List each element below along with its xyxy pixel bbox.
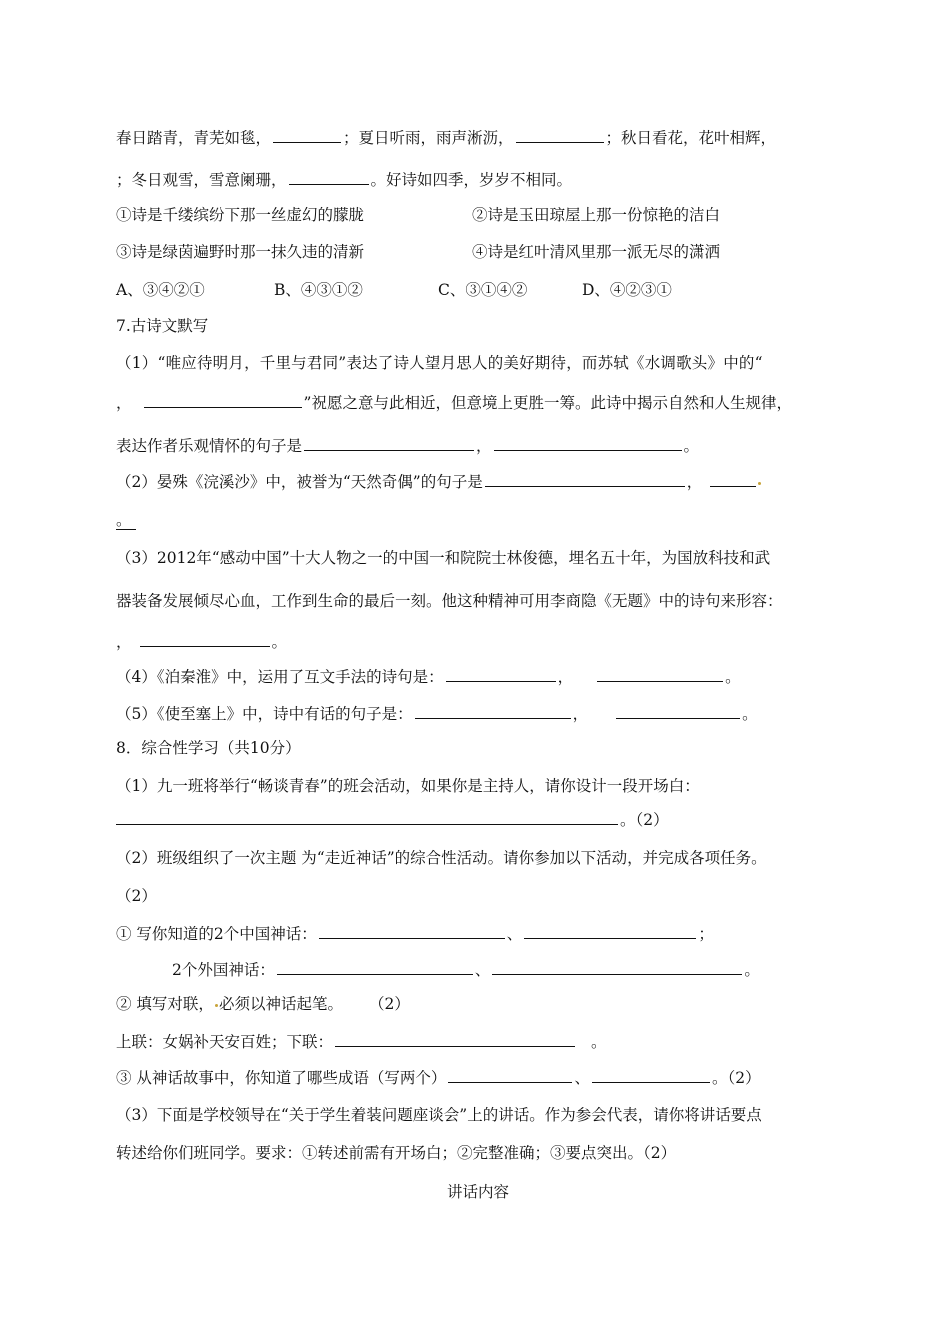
comma: ， (116, 633, 132, 651)
q8-part3-line1: （3）下面是学校领导在“关于学生着装问题座谈会”上的讲话。作为参会代表，请你将讲话要点 (116, 1106, 762, 1124)
answer-blank[interactable] (304, 436, 474, 451)
seasons-line-1 (116, 128, 840, 148)
answer-blank[interactable] (116, 810, 618, 825)
answer-blank[interactable] (415, 704, 571, 719)
comma: ， (686, 473, 703, 491)
q7-part1-text: 表达作者乐观情怀的句子是 (116, 437, 303, 455)
semicolon: ； (698, 925, 714, 943)
option-1: ①诗是千缕缤纷下那一丝虚幻的朦胧 (116, 206, 365, 224)
period: 。 (742, 705, 758, 723)
q7-part3-line2: 器装备发展倾尽心血，工作到生命的最后一刻。他这种精神可用李商隐《无题》中的诗句来形容： (116, 592, 783, 610)
q8-item2-text: 必须以神话起笔。 (218, 995, 343, 1013)
q8-item1-text: ① 写你知道的2个中国神话： (116, 925, 317, 943)
period: 。 (744, 961, 760, 979)
q8-item3-text: ③ 从神话故事中，你知道了哪些成语（写两个） (116, 1069, 447, 1087)
q7-part4 (116, 667, 840, 687)
q7-part1-line3 (116, 436, 840, 456)
q7-part2-text: （2）晏殊《浣溪沙》中，被誉为“天然奇偶”的句子是 (116, 473, 483, 491)
speech-heading: 讲话内容 (446, 1183, 509, 1201)
answer-blank[interactable] (446, 667, 556, 682)
answer-blank[interactable] (319, 924, 505, 939)
q8-item1-text: 2个外国神话： (172, 961, 275, 979)
choice-b[interactable]: B、④③①② (274, 281, 363, 299)
q7-part3-line1: （3）2012年“感动中国”十大人物之一的中国一和院院士林俊德，埋名五十年，为国放科技和武 (116, 549, 771, 567)
answer-blank[interactable] (140, 632, 270, 647)
q8-chinese-myths (116, 924, 840, 944)
q7-part5 (116, 704, 840, 724)
comma: ， (572, 705, 589, 723)
choice-a[interactable]: A、③④②① (116, 281, 205, 299)
q8-part2-text: （2）班级组织了一次主题 为“走近神话”的综合性活动。请你参加以下活动，并完成各项任务。 (116, 849, 767, 867)
comma: ， (116, 394, 132, 412)
answer-blank[interactable] (485, 472, 685, 487)
answer-blank[interactable] (524, 924, 696, 939)
q8-part1-answer (116, 810, 840, 830)
question-8-title: 8．综合性学习（共10分） (116, 739, 301, 757)
q8-idioms (116, 1068, 840, 1088)
separator: 、 (574, 1069, 590, 1087)
separator: 、 (474, 961, 491, 979)
period: 。 (271, 633, 288, 651)
q8-foreign-myths (116, 960, 840, 980)
comma: ， (476, 437, 492, 455)
answer-blank[interactable] (289, 170, 369, 185)
answer-blank[interactable] (616, 704, 740, 719)
autumn-text: ；秋日看花，花叶相辉， (605, 129, 777, 147)
answer-blank[interactable] (144, 393, 302, 408)
q7-part2-line1 (116, 472, 840, 492)
period: 。 (591, 1033, 607, 1051)
answer-blank[interactable] (597, 667, 723, 682)
couplet-text: 上联：女娲补天安百姓；下联： (116, 1033, 334, 1051)
score-text: 。（2） (620, 811, 669, 829)
separator: 、 (506, 925, 523, 943)
score-text: （2） (116, 887, 157, 905)
period: 。 (725, 668, 741, 686)
answer-blank[interactable] (592, 1068, 710, 1083)
option-4: ④诗是红叶清风里那一派无尽的潇洒 (472, 243, 721, 261)
q8-part1-text: （1）九一班将举行“畅谈青春”的班会活动，如果你是主持人，请你设计一段开场白： (116, 777, 700, 795)
q7-part1-text: ”祝愿之意与此相近，但意境上更胜一筹。此诗中揭示自然和人生规律， (303, 394, 792, 412)
period: 。 (683, 437, 700, 455)
q8-item2-text: ② 填写对联， (116, 995, 214, 1013)
ink-dot (215, 1004, 218, 1007)
summer-text: ；夏日听雨，雨声淅沥， (343, 129, 514, 147)
q7-part1-line1: （1）“唯应待明月，千里与君同”表达了诗人望月思人的美好期待，而苏轼《水调歌头》中的“ (116, 354, 763, 372)
score-text: （2） (368, 995, 410, 1013)
q8-couplet-line (116, 1032, 840, 1052)
q7-part2-line2 (116, 510, 840, 530)
q7-part4-text: （4）《泊秦淮》中，运用了互文手法的诗句是： (116, 668, 444, 686)
answer-blank[interactable] (710, 472, 756, 487)
q8-couplet-instruction (116, 994, 840, 1014)
score-text: 。（2） (711, 1069, 761, 1087)
q7-part1-line2 (116, 393, 840, 413)
comma: ， (557, 668, 574, 686)
q7-part5-text: （5）《使至塞上》中，诗中有话的句子是： (116, 705, 413, 723)
choice-c[interactable]: C、③①④② (438, 281, 528, 299)
q7-part3-line3 (116, 632, 840, 652)
question-7-title: 7.古诗文默写 (116, 317, 209, 335)
winter-text: ；冬日观雪，雪意阑珊， (116, 171, 287, 189)
answer-blank[interactable] (448, 1068, 572, 1083)
period: 。 (116, 511, 136, 530)
answer-blank[interactable] (516, 128, 604, 143)
seasons-line-2 (116, 170, 840, 190)
ink-dot (758, 482, 761, 485)
choice-d[interactable]: D、④②③① (582, 281, 672, 299)
spring-text: 春日踏青，青芜如毯， (116, 129, 272, 147)
answer-blank[interactable] (335, 1032, 575, 1047)
answer-blank[interactable] (273, 128, 341, 143)
ending-text: 。好诗如四季，岁岁不相同。 (370, 171, 573, 189)
answer-blank[interactable] (277, 960, 473, 975)
answer-blank[interactable] (494, 436, 682, 451)
option-2: ②诗是玉田琼屋上那一份惊艳的洁白 (472, 206, 721, 224)
q8-part3-line2: 转述给你们班同学。要求：①转述前需有开场白；②完整准确；③要点突出。（2） (116, 1144, 677, 1162)
answer-blank[interactable] (492, 960, 742, 975)
option-3: ③诗是绿茵遍野时那一抹久违的清新 (116, 243, 365, 261)
